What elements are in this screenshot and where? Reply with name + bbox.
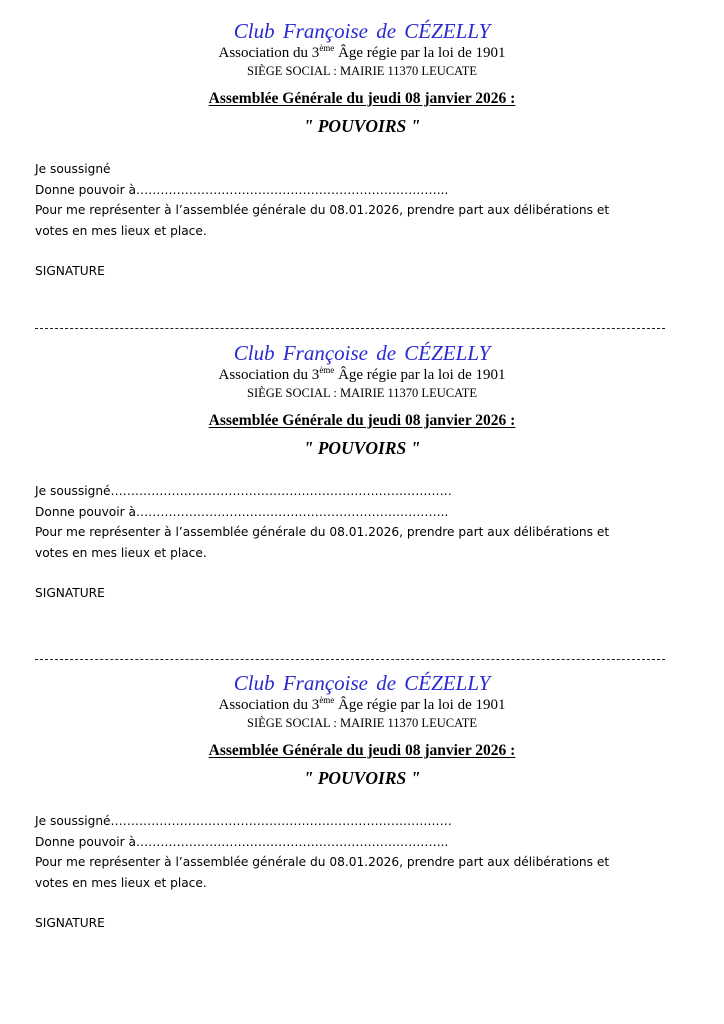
association-sup: ème xyxy=(319,365,335,375)
soussigne-field[interactable]: Je soussigné xyxy=(35,162,111,176)
represent-text-line2: votes en mes lieux et place. xyxy=(35,224,207,238)
assembly-heading xyxy=(0,411,724,431)
association-suffix: Âge régie par la loi de 1901 xyxy=(334,45,506,61)
represent-text-line2: votes en mes lieux et place. xyxy=(35,546,207,560)
association-prefix: Association du 3 xyxy=(218,367,320,383)
club-title: Club Françoise de CÉZELLY xyxy=(233,671,491,695)
signature-label: SIGNATURE xyxy=(35,264,105,278)
club-title: Club Françoise de CÉZELLY xyxy=(233,341,491,365)
pouvoir-field[interactable]: Donne pouvoir à………………………………………………………………….. xyxy=(35,835,449,849)
proxy-form-2 xyxy=(0,340,724,640)
soussigne-field[interactable]: Je soussigné………………………………………………………………………… xyxy=(35,814,452,828)
association-prefix: Association du 3 xyxy=(218,697,320,713)
signature-label: SIGNATURE xyxy=(35,916,105,930)
siege-social: SIÈGE SOCIAL : MAIRIE 11370 LEUCATE xyxy=(247,64,477,78)
association-line xyxy=(0,695,724,715)
represent-text-line1: Pour me représenter à l’assemblée générale du 08.01.2026, prendre part aux délibérations et xyxy=(35,203,610,217)
association-sup: ème xyxy=(319,695,335,705)
assembly-text: Assemblée Générale du jeudi 08 janvier 2026 : xyxy=(208,90,516,107)
pouvoir-field[interactable]: Donne pouvoir à………………………………………………………………….. xyxy=(35,505,449,519)
siege-social: SIÈGE SOCIAL : MAIRIE 11370 LEUCATE xyxy=(247,716,477,730)
pouvoirs-title: " POUVOIRS " xyxy=(303,768,421,788)
represent-text-line2: votes en mes lieux et place. xyxy=(35,876,207,890)
cut-line-separator xyxy=(35,328,665,329)
assembly-text: Assemblée Générale du jeudi 08 janvier 2026 : xyxy=(208,742,516,759)
association-line xyxy=(0,365,724,385)
pouvoirs-title: " POUVOIRS " xyxy=(303,438,421,458)
pouvoirs-title: " POUVOIRS " xyxy=(303,116,421,136)
soussigne-field[interactable]: Je soussigné………………………………………………………………………… xyxy=(35,484,452,498)
association-suffix: Âge régie par la loi de 1901 xyxy=(334,697,506,713)
proxy-form-1 xyxy=(0,18,724,318)
pouvoir-field[interactable]: Donne pouvoir à………………………………………………………………….. xyxy=(35,183,449,197)
proxy-form-3 xyxy=(0,670,724,970)
signature-label: SIGNATURE xyxy=(35,586,105,600)
association-sup: ème xyxy=(319,43,335,53)
association-line xyxy=(0,43,724,63)
siege-social: SIÈGE SOCIAL : MAIRIE 11370 LEUCATE xyxy=(247,386,477,400)
association-prefix: Association du 3 xyxy=(218,45,320,61)
association-suffix: Âge régie par la loi de 1901 xyxy=(334,367,506,383)
represent-text-line1: Pour me représenter à l’assemblée générale du 08.01.2026, prendre part aux délibérations et xyxy=(35,525,610,539)
assembly-heading xyxy=(0,741,724,761)
club-title: Club Françoise de CÉZELLY xyxy=(233,19,491,43)
assembly-heading xyxy=(0,89,724,109)
represent-text-line1: Pour me représenter à l’assemblée générale du 08.01.2026, prendre part aux délibérations et xyxy=(35,855,610,869)
cut-line-separator xyxy=(35,659,665,660)
assembly-text: Assemblée Générale du jeudi 08 janvier 2026 : xyxy=(208,412,516,429)
